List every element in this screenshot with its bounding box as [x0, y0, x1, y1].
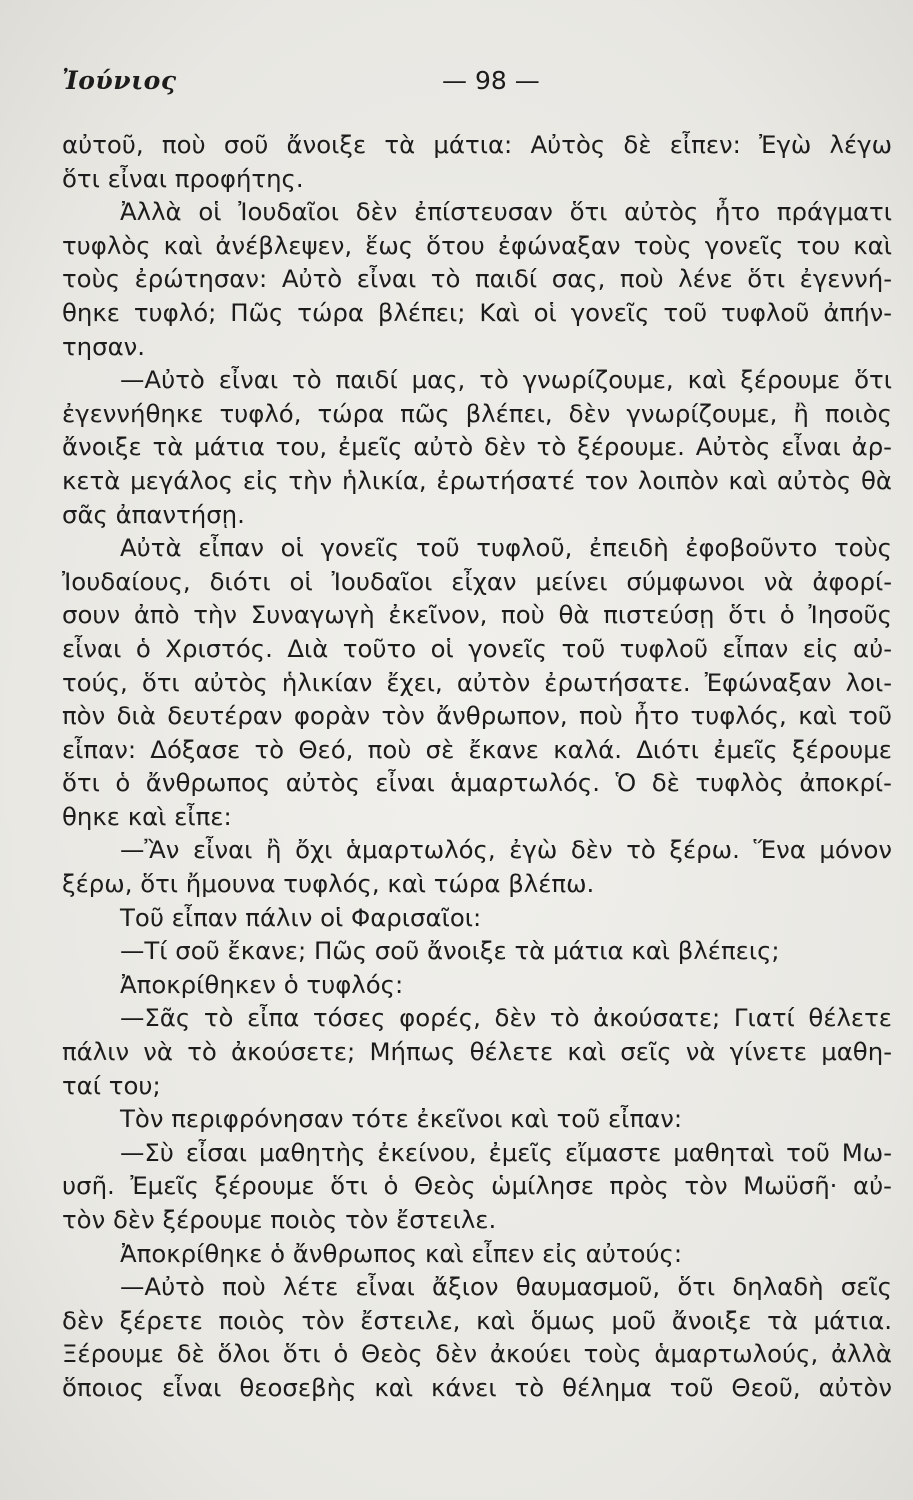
text-line: υσῆ. Ἐμεῖς ξέρουμε ὅτι ὁ Θεὸς ὡμίλησε πρὸς τὸν Μωϋσῆ· αὐ- — [62, 1171, 892, 1201]
text-line: Ἀποκρίθηκεν ὁ τυφλός: — [120, 969, 404, 999]
text-line: τὸν δὲν ξέρουμε ποιὸς τὸν ἔστειλε. — [62, 1205, 497, 1234]
text-line: ὅποιος εἶναι θεοσεβὴς καὶ κάνει τὸ θέλημα τοῦ Θεοῦ, αὐτὸν — [62, 1372, 892, 1402]
text-line: ἄνοιξε τὰ μάτια του, ἐμεῖς αὐτὸ δὲν τὸ ξέρουμε. Αὐτὸς εἶναι ἀρ- — [62, 432, 892, 462]
body-text — [62, 128, 892, 1405]
text-line: —Τί σοῦ ἔκανε; Πῶς σοῦ ἄνοιξε τὰ μάτια καὶ βλέπεις; — [120, 936, 780, 966]
text-line: τησαν. — [62, 331, 146, 361]
text-line: ταί του; — [62, 1070, 161, 1100]
page-number: — 98 — — [442, 66, 540, 95]
text-line: τυφλὸς καὶ ἀνέβλεψεν, ἕως ὅτου ἐφώναξαν τοὺς γονεῖς του καὶ — [62, 230, 892, 260]
text-line: Τοῦ εἶπαν πάλιν οἱ Φαρισαῖοι: — [120, 902, 482, 932]
text-line: Αὐτὰ εἶπαν οἱ γονεῖς τοῦ τυφλοῦ, ἐπειδὴ ἐφοβοῦντο τοὺς — [120, 533, 892, 563]
text-line: σᾶς ἀπαντήσῃ. — [62, 499, 245, 529]
text-line: τούς, ὅτι αὐτὸς ἡλικίαν ἔχει, αὐτὸν ἐρωτήσατε. Ἐφώναξαν λοι- — [62, 667, 892, 697]
text-line: πὸν διὰ δευτέραν φορὰν τὸν ἄνθρωπον, ποὺ ἦτο τυφλός, καὶ τοῦ — [62, 701, 892, 731]
text-line: Ἰουδαίους, διότι οἱ Ἰουδαῖοι εἶχαν μείνει σύμφωνοι νὰ ἀφορί- — [62, 566, 892, 596]
running-head: Ἰούνιος — [62, 66, 177, 95]
text-line: —Αὐτὸ εἶναι τὸ παιδί μας, τὸ γνωρίζουμε, καὶ ξέρουμε ὅτι — [120, 365, 892, 395]
text-line: —Σὺ εἶσαι μαθητὴς ἐκείνου, ἐμεῖς εἴμαστε μαθηταὶ τοῦ Μω- — [120, 1137, 892, 1167]
text-line: Τὸν περιφρόνησαν τότε ἐκεῖνοι καὶ τοῦ εἶπαν: — [120, 1104, 683, 1134]
text-line: ὅτι εἶναι προφήτης. — [62, 163, 304, 193]
text-line: θηκε τυφλό; Πῶς τώρα βλέπει; Καὶ οἱ γονεῖς τοῦ τυφλοῦ ἀπήν- — [62, 297, 892, 327]
text-line: ξέρω, ὅτι ἤμουνα τυφλός, καὶ τώρα βλέπω. — [62, 869, 595, 899]
page-header — [62, 66, 892, 106]
text-line: σουν ἀπὸ τὴν Συναγωγὴ ἐκεῖνον, ποὺ θὰ πιστεύσῃ ὅτι ὁ Ἰησοῦς — [62, 600, 892, 630]
text-line: θηκε καὶ εἶπε: — [62, 801, 232, 831]
text-line: εἶναι ὁ Χριστός. Διὰ τοῦτο οἱ γονεῖς τοῦ τυφλοῦ εἶπαν εἰς αὐ- — [62, 633, 892, 663]
text-line: —Σᾶς τὸ εἶπα τόσες φορές, δὲν τὸ ἀκούσατε; Γιατί θέλετε — [120, 1003, 892, 1033]
text-line: εἶπαν: Δόξασε τὸ Θεό, ποὺ σὲ ἔκανε καλά. Διότι ἐμεῖς ξέρουμε — [62, 734, 892, 764]
text-line: πάλιν νὰ τὸ ἀκούσετε; Μήπως θέλετε καὶ σεῖς νὰ γίνετε μαθη- — [62, 1037, 892, 1067]
text-line: τοὺς ἐρώτησαν: Αὐτὸ εἶναι τὸ παιδί σας, ποὺ λένε ὅτι ἐγεννή- — [62, 264, 892, 294]
text-line: Ξέρουμε δὲ ὅλοι ὅτι ὁ Θεὸς δὲν ἀκούει τοὺς ἁμαρτωλούς, ἀλλὰ — [62, 1339, 892, 1369]
text-line: αὐτοῦ, ποὺ σοῦ ἄνοιξε τὰ μάτια: Αὐτὸς δὲ εἶπεν: Ἐγὼ λέγω — [62, 130, 892, 159]
text-line: —Αὐτὸ ποὺ λέτε εἶναι ἄξιον θαυμασμοῦ, ὅτι δηλαδὴ σεῖς — [120, 1272, 892, 1302]
text-line: ἐγεννήθηκε τυφλό, τώρα πῶς βλέπει, δὲν γνωρίζουμε, ἢ ποιὸς — [62, 398, 892, 428]
text-line: κετὰ μεγάλος εἰς τὴν ἡλικία, ἐρωτήσατέ τον λοιπὸν καὶ αὐτὸς θὰ — [62, 465, 892, 495]
text-line: δὲν ξέρετε ποιὸς τὸν ἔστειλε, καὶ ὅμως μοῦ ἄνοιξε τὰ μάτια. — [62, 1305, 892, 1335]
text-line: ὅτι ὁ ἄνθρωπος αὐτὸς εἶναι ἁμαρτωλός. Ὁ δὲ τυφλὸς ἀποκρί- — [62, 768, 892, 798]
text-line: Ἀλλὰ οἱ Ἰουδαῖοι δὲν ἐπίστευσαν ὅτι αὐτὸς ἦτο πράγματι — [120, 197, 892, 227]
text-line: Ἀποκρίθηκε ὁ ἄνθρωπος καὶ εἶπεν εἰς αὐτούς: — [120, 1238, 683, 1268]
text-line: —Ἂν εἶναι ἢ ὄχι ἁμαρτωλός, ἐγὼ δὲν τὸ ξέρω. Ἕνα μόνον — [120, 835, 892, 865]
